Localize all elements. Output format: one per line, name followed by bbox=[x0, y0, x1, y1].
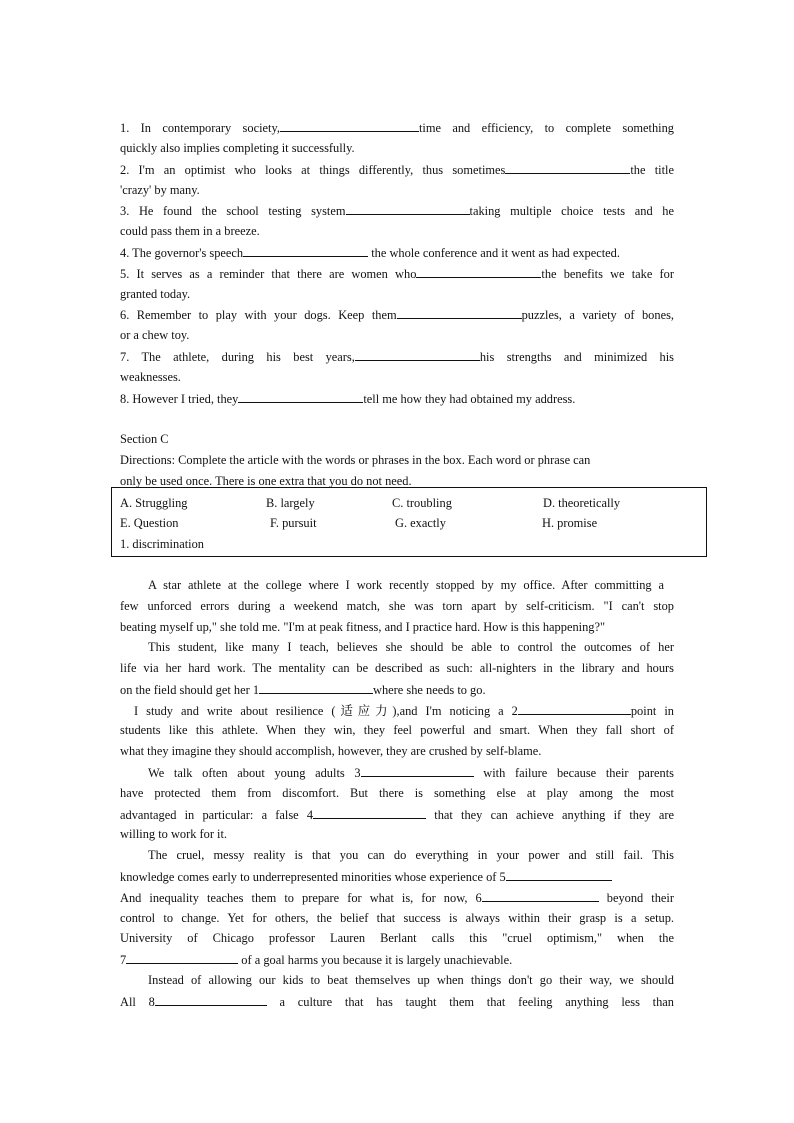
item-4-lead: 4. The governor's speech bbox=[120, 246, 244, 260]
blank-4[interactable] bbox=[313, 806, 426, 819]
option-f: F. pursuit bbox=[270, 516, 317, 530]
article-p4-line-4: willing to work for it. bbox=[120, 827, 228, 841]
item-2-line-1 bbox=[120, 161, 674, 178]
article-p6-line-2 bbox=[120, 993, 674, 1010]
article-p2-line-3-lead: on the field should get her 1 bbox=[120, 683, 260, 697]
article-p4-line-2: have protected them from discomfort. But there is something else at play among the most bbox=[120, 786, 674, 800]
item-1-line-1 bbox=[120, 119, 674, 136]
article-p1-line-3: beating myself up," she told me. "I'm at peak fitness, and I practice hard. How is this happening?" bbox=[120, 620, 606, 634]
item-2-lead: 2. I'm an optimist who looks at things differently, thus sometimes bbox=[120, 163, 506, 177]
item-1-tail: time and efficiency, to complete something bbox=[418, 121, 674, 135]
blank-7[interactable] bbox=[126, 951, 238, 964]
item-6-line-1 bbox=[120, 306, 674, 323]
item-1-lead: 1. In contemporary society, bbox=[120, 121, 280, 135]
article-p2-line-2: life via her hard work. The mentality can be described as such: all-nighters in the library and hours bbox=[120, 661, 674, 675]
item-3-lead: 3. He found the school testing system bbox=[120, 204, 346, 218]
option-e: E. Question bbox=[120, 516, 179, 530]
blank-5[interactable] bbox=[506, 868, 612, 881]
item-3-line-2: could pass them in a breeze. bbox=[120, 224, 260, 238]
item-5-tail: the benefits we take for bbox=[541, 267, 674, 281]
item-1-line-2: quickly also implies completing it successfully. bbox=[120, 141, 355, 155]
item-8-blank[interactable] bbox=[238, 390, 363, 403]
item-7-tail: his strengths and minimized his bbox=[479, 350, 674, 364]
article-p5-line-3-lead: And inequality teaches them to prepare for what is, for now, 6 bbox=[120, 891, 482, 905]
article-p5-line-5: University of Chicago professor Lauren Berlant calls this "cruel optimism," when the bbox=[120, 931, 674, 945]
article-p3-line-1 bbox=[134, 702, 674, 719]
blank-8[interactable] bbox=[155, 993, 267, 1006]
article-p5-line-2 bbox=[120, 868, 674, 885]
blank-1[interactable] bbox=[259, 681, 373, 694]
item-4-tail: the whole conference and it went as had expected. bbox=[368, 246, 620, 260]
article-p5-line-6 bbox=[120, 951, 674, 968]
item-6-blank[interactable] bbox=[397, 306, 522, 319]
article-p6-line-2-lead: All 8 bbox=[120, 995, 155, 1009]
article-p2-line-1: This student, like many I teach, believes she should be able to control the outcomes of her bbox=[148, 640, 674, 654]
article-p5-line-3-tail: beyond their bbox=[598, 891, 674, 905]
article-p2-line-3-tail: where she needs to go. bbox=[373, 683, 486, 697]
item-6-line-2: or a chew toy. bbox=[120, 328, 190, 342]
item-7-line-2: weaknesses. bbox=[120, 370, 181, 384]
blank-6[interactable] bbox=[482, 889, 599, 902]
item-6-lead: 6. Remember to play with your dogs. Keep them bbox=[120, 308, 397, 322]
item-8-lead: 8. However I tried, they bbox=[120, 392, 239, 406]
item-1-blank[interactable] bbox=[280, 119, 419, 132]
article-p5-line-4: control to change. Yet for others, the belief that success is always within their grasp is a setup. bbox=[120, 911, 674, 925]
article-p3-line-1-lead: I study and write about resilience (适应力),and I'm noticing a 2 bbox=[134, 704, 518, 718]
word-box bbox=[111, 487, 707, 557]
article-p4-line-3 bbox=[120, 806, 674, 823]
item-2-tail: the title bbox=[630, 163, 674, 177]
option-i: 1. discrimination bbox=[120, 537, 204, 551]
item-7-blank[interactable] bbox=[355, 348, 480, 361]
option-d: D. theoretically bbox=[543, 496, 621, 510]
article-p1-line-1: A star athlete at the college where I work recently stopped by my office. After committing a bbox=[148, 578, 664, 592]
item-5-line-1 bbox=[120, 265, 674, 282]
item-8-tail: tell me how they had obtained my address. bbox=[363, 392, 576, 406]
item-7-lead: 7. The athlete, during his best years, bbox=[120, 350, 355, 364]
article-p3-line-1-tail: point in bbox=[630, 704, 674, 718]
article-p5-line-2-lead: knowledge comes early to underrepresented minorities whose experience of 5 bbox=[120, 870, 506, 884]
item-4-line-1 bbox=[120, 244, 674, 261]
article-p3-line-3: what they imagine they should accomplish, however, they are crushed by self-blame. bbox=[120, 744, 542, 758]
option-g: G. exactly bbox=[395, 516, 446, 530]
section-c-directions-2: only be used once. There is one extra that you do not need. bbox=[120, 474, 412, 488]
item-3-blank[interactable] bbox=[346, 202, 470, 215]
section-c-directions-1: Directions: Complete the article with the words or phrases in the box. Each word or phrase can bbox=[120, 453, 591, 467]
item-2-blank[interactable] bbox=[505, 161, 630, 174]
article-p5-line-1: The cruel, messy reality is that you can do everything in your power and still fail. This bbox=[148, 848, 674, 862]
article-p6-line-2-tail: a culture that has taught them that feeling anything less than bbox=[266, 995, 674, 1009]
item-3-line-1 bbox=[120, 202, 674, 219]
item-5-blank[interactable] bbox=[416, 265, 541, 278]
item-4-blank[interactable] bbox=[243, 244, 368, 257]
article-p1-line-2: few unforced errors during a weekend match, she was torn apart by self-criticism. "I can't stop bbox=[120, 599, 674, 613]
option-c: C. troubling bbox=[392, 496, 452, 510]
option-a: A. Struggling bbox=[120, 496, 188, 510]
item-6-tail: puzzles, a variety of bones, bbox=[521, 308, 674, 322]
article-p5-line-6-lead: 7 bbox=[120, 953, 127, 967]
item-5-lead: 5. It serves as a reminder that there are women who bbox=[120, 267, 417, 281]
section-c-heading: Section C bbox=[120, 432, 169, 446]
option-h: H. promise bbox=[542, 516, 598, 530]
article-p4-line-1-lead: We talk often about young adults 3 bbox=[148, 766, 361, 780]
article-p4-line-3-lead: advantaged in particular: a false 4 bbox=[120, 808, 314, 822]
blank-3[interactable] bbox=[361, 764, 474, 777]
article-p4-line-1 bbox=[148, 764, 674, 781]
article-p5-line-6-tail: of a goal harms you because it is largely unachievable. bbox=[238, 953, 513, 967]
blank-2[interactable] bbox=[518, 702, 631, 715]
option-b: B. largely bbox=[266, 496, 315, 510]
item-5-line-2: granted today. bbox=[120, 287, 191, 301]
item-8-line-1 bbox=[120, 390, 674, 407]
article-p5-line-3 bbox=[120, 889, 674, 906]
article-p4-line-1-tail: with failure because their parents bbox=[473, 766, 675, 780]
article-p3-line-2: students like this athlete. When they win, they feel powerful and smart. When they fall short of bbox=[120, 723, 674, 737]
article-p6-line-1: Instead of allowing our kids to beat themselves up when things don't go their way, we should bbox=[148, 973, 674, 987]
item-7-line-1 bbox=[120, 348, 674, 365]
article-p2-line-3 bbox=[120, 681, 674, 698]
item-2-line-2: 'crazy' by many. bbox=[120, 183, 200, 197]
article-p4-line-3-tail: that they can achieve anything if they are bbox=[426, 808, 674, 822]
item-3-tail: taking multiple choice tests and he bbox=[469, 204, 674, 218]
